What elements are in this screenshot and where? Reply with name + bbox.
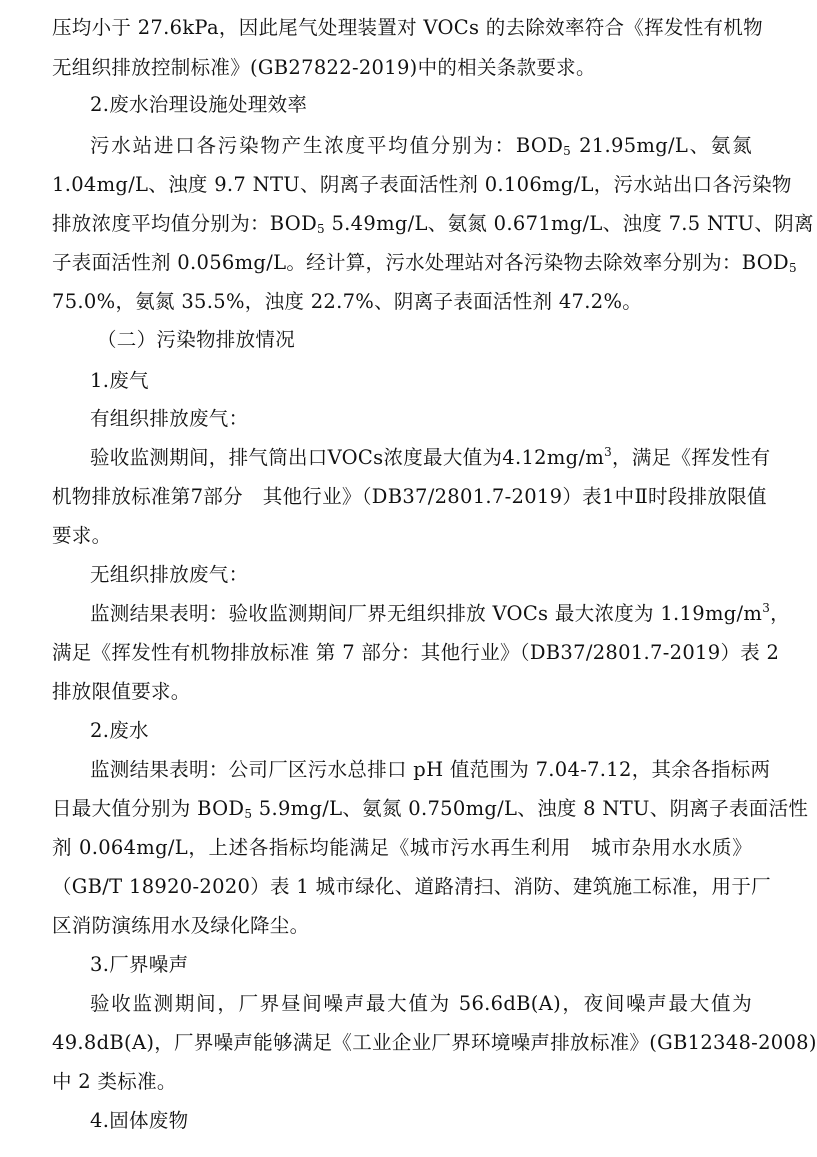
paragraph-line: 排放浓度平均值分别为：$BOD_5$ 5.49mg/L、氨氮 0.671mg/L、浊度 7.5 NTU、阴离 xyxy=(52,212,814,236)
intro-line-1: 压均小于 27.6kPa，因此尾气处理装置对 VOCs 的去除效率符合《挥发性有机物 xyxy=(52,16,763,39)
paragraph-line: 要求。 xyxy=(52,524,112,547)
paragraph-line: 验收监测期间，排气筒出口VOCs浓度最大值为$4.12mg/m^3$，满足《挥发性有 xyxy=(90,445,771,469)
subsection-heading-water: 2.废水 xyxy=(90,719,149,742)
intro-line-2: 无组织排放控制标准》(GB27822-2019)中的相关条款要求。 xyxy=(52,56,596,79)
paragraph-line: 子表面活性剂 0.056mg/L。经计算，污水处理站对各污染物去除效率分别为：$BOD_5$ xyxy=(52,251,797,275)
paragraph-line: 日最大值分别为 $BOD_5$ 5.9mg/L、氨氮 0.750mg/L、浊度 8 NTU、阴离子表面活性 xyxy=(52,797,809,821)
paragraph-line: 机物排放标准第7部分 其他行业》（DB37/2801.7-2019）表1中Ⅱ时段排放限值 xyxy=(52,485,767,508)
paragraph-line: 中 2 类标准。 xyxy=(52,1070,177,1093)
paragraph-line: 监测结果表明：验收监测期间厂界无组织排放 VOCs 最大浓度为 $1.19mg/m^3$， xyxy=(90,601,790,625)
subsection-heading-solid-waste: 4.固体废物 xyxy=(90,1109,189,1132)
paragraph-line: 49.8dB(A)，厂界噪声能够满足《工业企业厂界环境噪声排放标准》(GB12348-2008) xyxy=(52,1031,817,1054)
paragraph-line: 排放限值要求。 xyxy=(52,680,191,703)
label-organized-gas: 有组织排放废气： xyxy=(90,407,249,430)
subsection-heading-noise: 3.厂界噪声 xyxy=(90,953,189,976)
section-heading-wastewater-efficiency: 2.废水治理设施处理效率 xyxy=(90,93,308,116)
paragraph-line: （GB/T 18920-2020）表 1 城市绿化、道路清扫、消防、建筑施工标准，用于厂 xyxy=(52,875,771,898)
paragraph-line: 满足《挥发性有机物排放标准 第 7 部分：其他行业》（DB37/2801.7-2019）表 2 xyxy=(52,641,780,664)
subsection-heading-gas: 1.废气 xyxy=(90,369,149,392)
paragraph-line: 区消防演练用水及绿化降尘。 xyxy=(52,914,310,937)
section-heading-discharge: （二）污染物排放情况 xyxy=(97,328,296,351)
paragraph-line: 监测结果表明：公司厂区污水总排口 pH 值范围为 7.04-7.12，其余各指标两 xyxy=(90,758,771,781)
paragraph-line: 剂 0.064mg/L，上述各指标均能满足《城市污水再生利用 城市杂用水水质》 xyxy=(52,836,752,859)
paragraph-line: 75.0%，氨氮 35.5%，浊度 22.7%、阴离子表面活性剂 47.2%。 xyxy=(52,290,643,313)
paragraph-line: 污水站进口各污染物产生浓度平均值分别为：$BOD_5$ 21.95mg/L、氨氮 xyxy=(90,134,752,158)
label-unorganized-gas: 无组织排放废气： xyxy=(90,563,249,586)
paragraph-line: 1.04mg/L、浊度 9.7 NTU、阴离子表面活性剂 0.106mg/L，污水站出口各污染物 xyxy=(52,173,792,196)
paragraph-line: 验收监测期间，厂界昼间噪声最大值为 56.6dB(A)，夜间噪声最大值为 xyxy=(90,992,752,1015)
